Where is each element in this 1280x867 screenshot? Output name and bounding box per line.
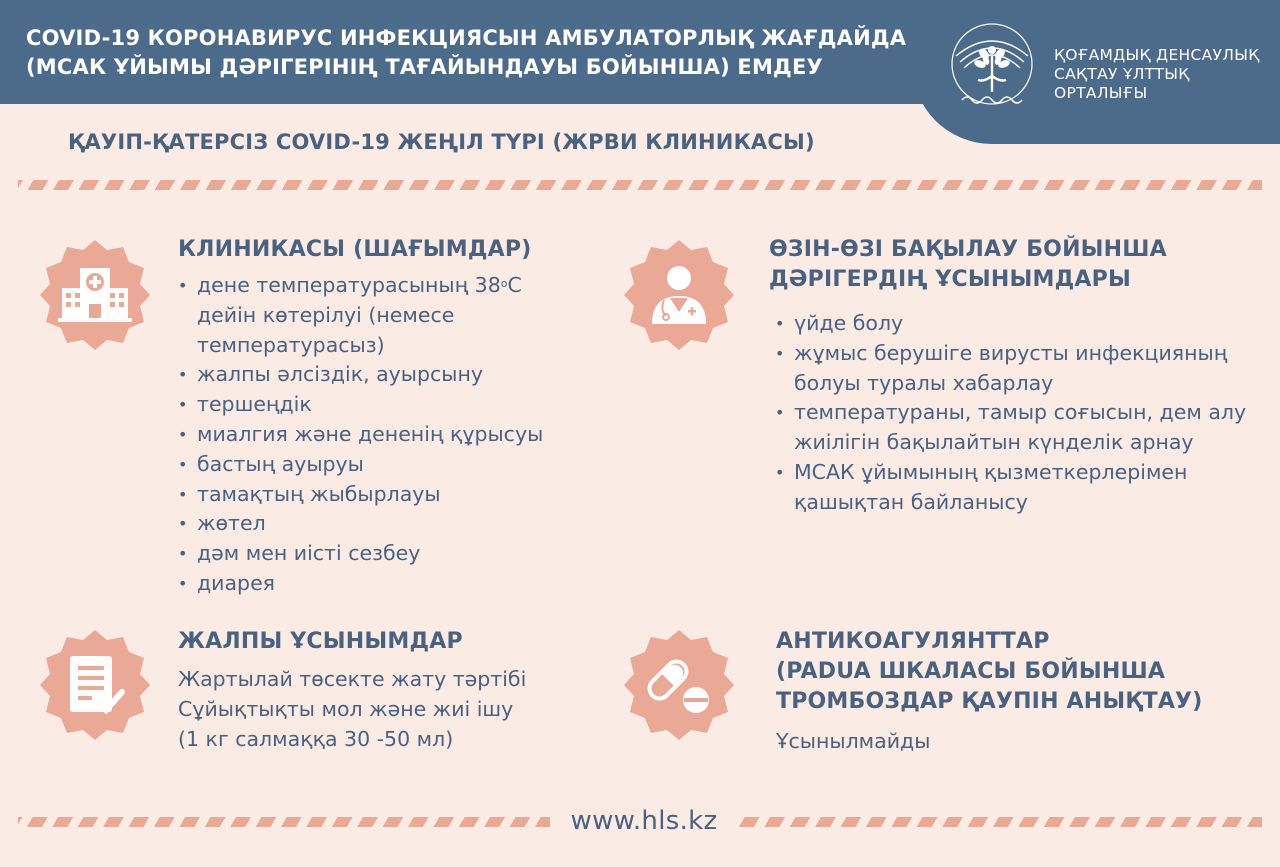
page-title-line1: COVID-19 КОРОНАВИРУС ИНФЕКЦИЯСЫН АМБУЛАТОРЛЫҚ ЖАҒДАЙДА	[26, 26, 907, 50]
clinic-list	[178, 271, 598, 599]
website-link[interactable]: www.hls.kz	[570, 806, 718, 836]
divider-top	[18, 180, 1262, 190]
anticoag-title-line3: ТРОМБОЗДАР ҚАУПІН АНЫҚТАУ)	[776, 689, 1203, 714]
anticoag-text: Ұсынылмайды	[776, 729, 931, 753]
divider-bottom-left	[18, 817, 550, 827]
list-item: • МСАК ұйымының қызметкерлерімен қашықтан байланысу	[775, 458, 1263, 518]
general-line2: Сұйықтықты мол және жиі ішу	[178, 697, 514, 721]
checklist-icon	[38, 628, 152, 742]
list-item	[178, 271, 598, 360]
temp-text-line2: дейін көтерілуі (немесе	[197, 302, 455, 327]
selfcontrol-title-line2: ДӘРІГЕРДІҢ ҰСЫНЫМДАРЫ	[769, 267, 1131, 292]
degree-mark: о	[500, 277, 508, 290]
temp-text-line3: температурасыз)	[197, 332, 385, 357]
selfcontrol-title-line1: ӨЗІН-ӨЗІ БАҚЫЛАУ БОЙЫНША	[769, 237, 1167, 262]
hospital-icon	[38, 238, 152, 352]
temp-unit: С	[507, 273, 522, 297]
org-name-line2: САҚТАУ ҰЛТТЫҚ	[1054, 65, 1190, 83]
list-item: • диарея	[178, 569, 598, 599]
list-item: • үйде болу	[775, 309, 1263, 339]
selfcontrol-list	[775, 309, 1263, 518]
page-title	[26, 24, 926, 82]
list-item: • жөтел	[178, 509, 598, 539]
clinic-title: КЛИНИКАСЫ (ШАҒЫМДАР)	[178, 237, 532, 262]
general-title: ЖАЛПЫ ҰСЫНЫМДАР	[178, 629, 463, 654]
list-item: • жалпы әлсіздік, ауырсыну	[178, 360, 598, 390]
org-name-line3: ОРТАЛЫҒЫ	[1054, 84, 1148, 102]
divider-bottom-right	[738, 817, 1262, 827]
list-item: • бастың ауыруы	[178, 450, 598, 480]
pills-icon	[622, 628, 736, 742]
anticoag-title-line2: (PADUA ШКАЛАСЫ БОЙЫНША	[776, 659, 1166, 684]
list-item: • дәм мен иісті сезбеу	[178, 539, 598, 569]
page-title-line2: (МСАК ҰЙЫМЫ ДӘРІГЕРІНІҢ ТАҒАЙЫНДАУЫ БОЙЫНША) ЕМДЕУ	[26, 55, 823, 79]
list-item: • миалгия және дененің құрысуы	[178, 420, 598, 450]
general-text	[178, 664, 526, 754]
list-item: • тамақтың жыбырлауы	[178, 480, 598, 510]
doctor-icon	[622, 238, 736, 352]
org-name-line1: ҚОҒАМДЫҚ ДЕНСАУЛЫҚ	[1054, 46, 1260, 64]
subtitle: ҚАУІП-ҚАТЕРСІЗ COVID-19 ЖЕҢІЛ ТҮРІ (ЖРВИ КЛИНИКАСЫ)	[68, 130, 815, 154]
org-name	[1054, 46, 1274, 103]
list-item: • тершеңдік	[178, 390, 598, 420]
selfcontrol-title	[769, 235, 1167, 295]
logo-panel	[912, 0, 1280, 144]
general-line1: Жартылай төсекте жату тәртібі	[178, 667, 527, 691]
anticoag-title-line1: АНТИКОАГУЛЯНТТАР	[776, 629, 1050, 654]
general-line3: (1 кг салмаққа 30 -50 мл)	[178, 727, 454, 751]
emblem-icon	[946, 16, 1038, 118]
list-item: • жұмыс берушіге вирусты инфекцияның болуы туралы хабарлау	[775, 339, 1263, 399]
temp-text: дене температурасының 38	[197, 273, 501, 297]
list-item: • температураны, тамыр соғысын, дем алу жиілігін бақылайтын күнделік арнау	[775, 398, 1263, 458]
anticoag-title	[776, 627, 1202, 717]
